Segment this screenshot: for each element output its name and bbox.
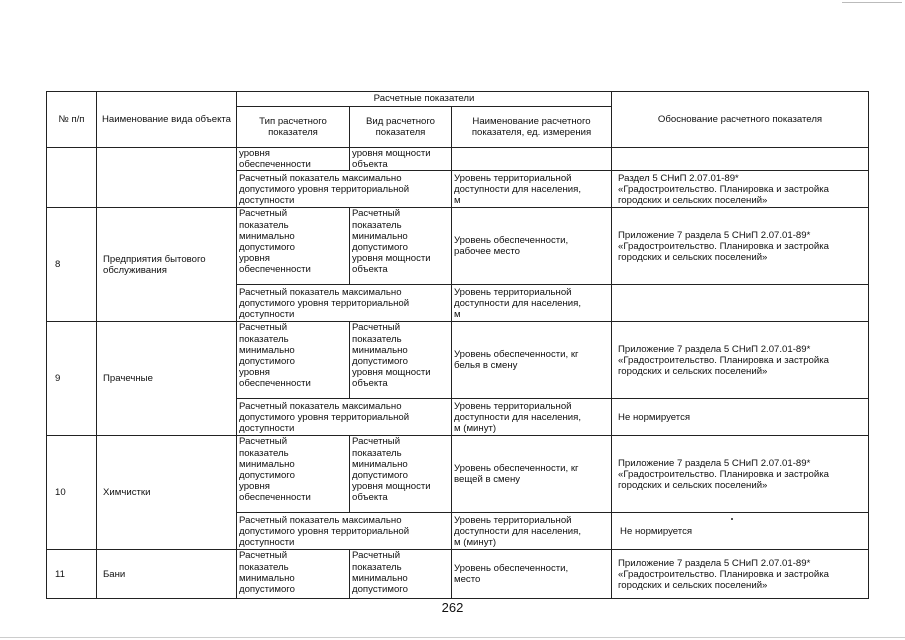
cell-measure: Уровень обеспеченности, рабочее место — [452, 208, 612, 285]
table-row — [47, 208, 869, 285]
cell-type: Расчетный показатель минимально допустимого уровня обеспеченности — [237, 436, 350, 513]
cell-kind: Расчетный показатель минимально допустимого — [350, 550, 452, 599]
cell-max-measure: Уровень территориальной доступности для населения, м (минут) — [452, 513, 612, 550]
cell-max-label: Расчетный показатель максимально допустимого уровня территориальной доступности — [237, 399, 452, 436]
cell-name: Бани — [97, 550, 237, 599]
table-row — [47, 550, 869, 599]
cell-max-label: Расчетный показатель максимально допустимого уровня территориальной доступности — [237, 171, 452, 208]
cell-measure: Уровень обеспеченности, место — [452, 550, 612, 599]
scan-edge-line — [842, 2, 902, 3]
header-kind: Вид расчетного показателя — [350, 107, 452, 148]
table-row — [47, 436, 869, 513]
cell-max-measure: Уровень территориальной доступности для населения, м — [452, 285, 612, 322]
cell-basis: Приложение 7 раздела 5 СНиП 2.07.01-89* «Градостроительство. Планировка и застройка городских и сельских поселений» — [612, 208, 869, 285]
cell-num: 8 — [47, 208, 97, 322]
header-group: Расчетные показатели — [237, 92, 612, 107]
scan-speck — [731, 518, 733, 520]
cell-kind: Расчетный показатель минимально допустимого уровня мощности объекта — [350, 436, 452, 513]
header-basis: Обоснование расчетного показателя — [612, 92, 869, 148]
cell-max-basis: Не нормируется — [612, 513, 869, 550]
scan-edge-line-bottom — [0, 637, 905, 638]
cell-max-measure: Уровень территориальной доступности для населения, м (минут) — [452, 399, 612, 436]
cell-basis: Приложение 7 раздела 5 СНиП 2.07.01-89* «Градостроительство. Планировка и застройка городских и сельских поселений» — [612, 550, 869, 599]
cell-type: уровня обеспеченности — [237, 148, 350, 171]
cell-type: Расчетный показатель минимально допустимого уровня обеспеченности — [237, 208, 350, 285]
normative-indicators-table — [46, 91, 869, 599]
cell-measure: Уровень обеспеченности, кг белья в смену — [452, 322, 612, 399]
header-num: № п/п — [47, 92, 97, 148]
cell-num — [47, 148, 97, 208]
cell-basis: Приложение 7 раздела 5 СНиП 2.07.01-89* «Градостроительство. Планировка и застройка городских и сельских поселений» — [612, 436, 869, 513]
cell-num: 9 — [47, 322, 97, 436]
cell-name: Химчистки — [97, 436, 237, 550]
cell-max-basis: Раздел 5 СНиП 2.07.01-89* «Градостроительство. Планировка и застройка городских и сельских поселений» — [612, 171, 869, 208]
cell-measure: Уровень обеспеченности, кг вещей в смену — [452, 436, 612, 513]
header-row-1 — [47, 92, 869, 107]
cell-max-label: Расчетный показатель максимально допустимого уровня территориальной доступности — [237, 285, 452, 322]
cell-kind: уровня мощности объекта — [350, 148, 452, 171]
cell-kind: Расчетный показатель минимально допустимого уровня мощности объекта — [350, 322, 452, 399]
cell-name: Прачечные — [97, 322, 237, 436]
cell-max-basis — [612, 285, 869, 322]
header-measure: Наименование расчетного показателя, ед. измерения — [452, 107, 612, 148]
page-number: 262 — [441, 600, 464, 615]
cell-max-label: Расчетный показатель максимально допустимого уровня территориальной доступности — [237, 513, 452, 550]
cell-num: 10 — [47, 436, 97, 550]
cell-basis: Приложение 7 раздела 5 СНиП 2.07.01-89* «Градостроительство. Планировка и застройка городских и сельских поселений» — [612, 322, 869, 399]
cell-num: 11 — [47, 550, 97, 599]
cell-max-basis: Не нормируется — [612, 399, 869, 436]
cell-name — [97, 148, 237, 208]
header-object-name: Наименование вида объекта — [97, 92, 237, 148]
cell-type: Расчетный показатель минимально допустимого — [237, 550, 350, 599]
cell-measure — [452, 148, 612, 171]
table-row — [47, 322, 869, 399]
cell-type: Расчетный показатель минимально допустимого уровня обеспеченности — [237, 322, 350, 399]
table-row-continued — [47, 148, 869, 171]
cell-name: Предприятия бытового обслуживания — [97, 208, 237, 322]
header-type: Тип расчетного показателя — [237, 107, 350, 148]
cell-kind: Расчетный показатель минимально допустимого уровня мощности объекта — [350, 208, 452, 285]
cell-basis — [612, 148, 869, 171]
cell-max-measure: Уровень территориальной доступности для населения, м — [452, 171, 612, 208]
